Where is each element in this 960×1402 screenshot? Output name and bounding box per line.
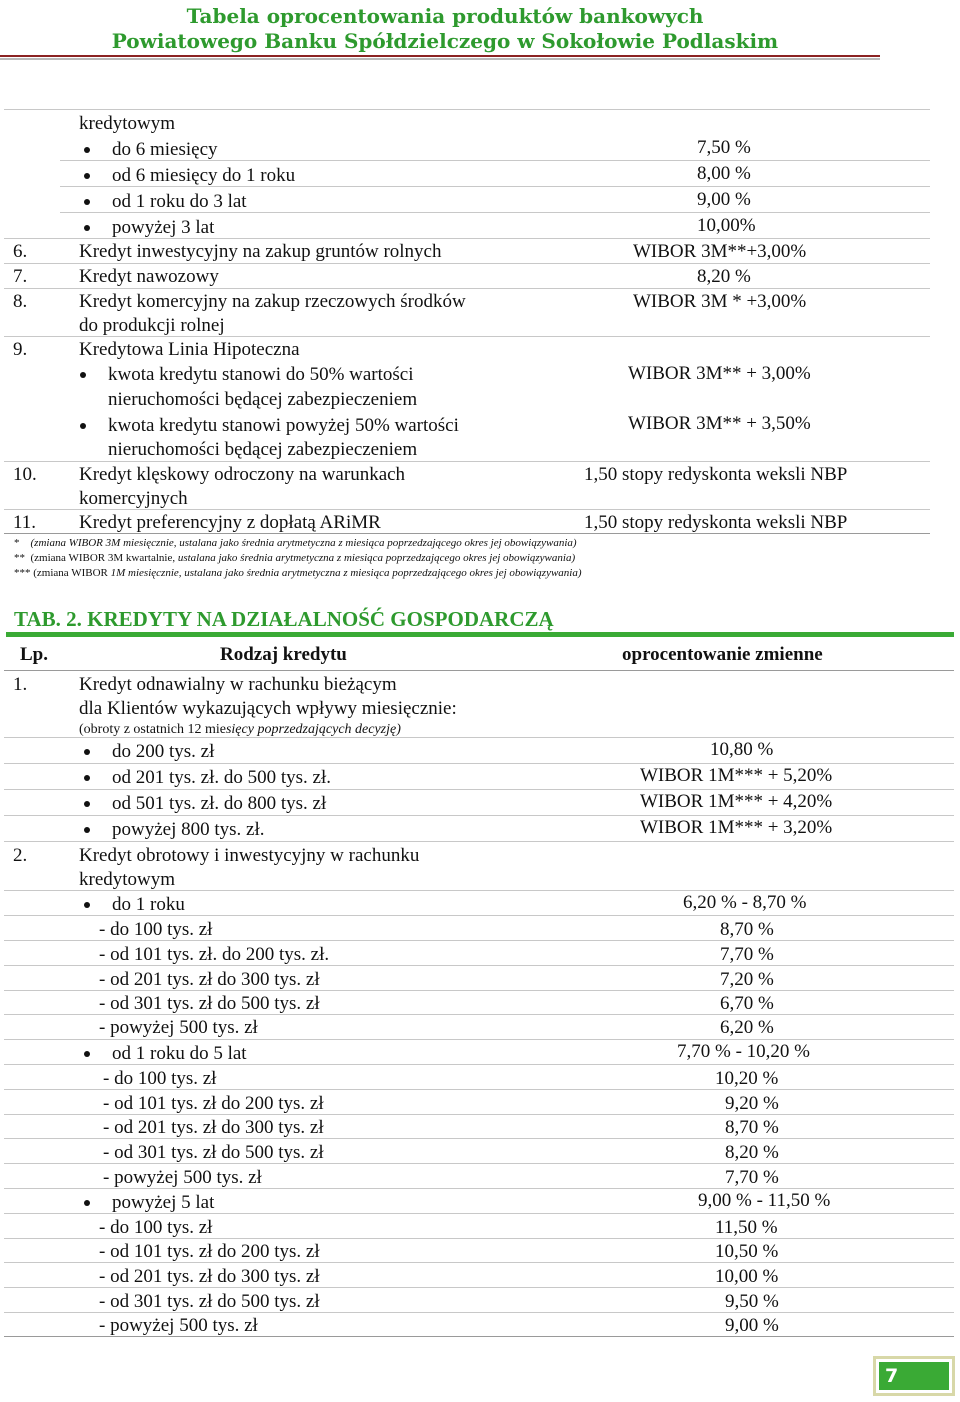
row-label: - od 301 tys. zł do 500 tys. zł xyxy=(99,1291,320,1312)
row-line xyxy=(4,1014,954,1015)
item-rate: WIBOR 3M**+3,00% xyxy=(633,241,807,262)
header-rule-shadow xyxy=(0,58,880,60)
bullet xyxy=(84,199,90,205)
group-rate: 7,70 % - 10,20 % xyxy=(677,1041,810,1062)
row-rate: 10,50 % xyxy=(715,1241,779,1262)
row-line xyxy=(60,160,930,161)
term-label: od 6 miesięcy do 1 roku xyxy=(112,165,296,186)
footnote-1: * (zmiana WIBOR 3M miesięcznie, ustalana jako średnia arytmetyczna z miesiąca poprzedzającego okres jej obowiązywania) xyxy=(14,537,577,549)
item-label-cont: kredytowym xyxy=(79,869,176,890)
term-label: do 6 miesięcy xyxy=(112,139,218,160)
row-line xyxy=(4,915,954,916)
row-rate: 10,20 % xyxy=(715,1068,779,1089)
row-label: - od 201 tys. zł do 300 tys. zł xyxy=(103,1117,324,1138)
bullet xyxy=(84,225,90,231)
row-label: powyżej 800 tys. zł. xyxy=(112,819,265,840)
row-line xyxy=(4,1138,954,1139)
sub-rate: WIBOR 3M** + 3,50% xyxy=(628,413,811,434)
row-line xyxy=(4,737,954,738)
row-label: - do 100 tys. zł xyxy=(99,1217,213,1238)
row-line xyxy=(4,1312,954,1313)
row-rate: 10,80 % xyxy=(710,739,774,760)
item-label: Kredyt nawozowy xyxy=(79,266,219,287)
row-label: - od 201 tys. zł do 300 tys. zł xyxy=(99,1266,320,1287)
item-number: 9. xyxy=(13,339,28,360)
footnote-2: ** (zmiana WIBOR 3M kwartalnie, ustalana jako średnia arytmetyczna z miesiąca poprzedzającego okres jej obowiązywania) xyxy=(14,552,576,564)
term-label: powyżej 3 lat xyxy=(112,217,215,238)
column-header-type: Rodzaj kredytu xyxy=(220,644,347,665)
bullet xyxy=(80,423,86,429)
term-rate: 8,00 % xyxy=(697,163,751,184)
row-label: - od 201 tys. zł do 300 tys. zł xyxy=(99,969,320,990)
row-line xyxy=(4,1238,954,1239)
item-number: 8. xyxy=(13,291,28,312)
item-label: Kredyt odnawialny w rachunku bieżącym xyxy=(79,674,397,695)
row-label: - od 101 tys. zł do 200 tys. zł xyxy=(99,1241,320,1262)
item-label: Kredyt preferencyjny z dopłatą ARiMR xyxy=(79,512,381,533)
group-rate: 6,20 % - 8,70 % xyxy=(683,892,807,913)
row-rate: 8,70 % xyxy=(725,1117,779,1138)
item-rate: 8,20 % xyxy=(697,266,751,287)
row-line xyxy=(60,186,930,187)
item-label: Kredytowa Linia Hipoteczna xyxy=(79,339,300,360)
row-line xyxy=(4,336,930,337)
row-line xyxy=(4,1213,954,1214)
row-line xyxy=(4,263,930,264)
item-number: 2. xyxy=(13,845,28,866)
term-rate: 9,00 % xyxy=(697,189,751,210)
item-label: Kredyt komercyjny na zakup rzeczowych środków xyxy=(79,291,466,312)
row-line xyxy=(60,212,930,213)
row-label: - od 101 tys. zł. do 200 tys. zł. xyxy=(99,944,330,965)
sub-label-cont: nieruchomości będącej zabezpieczeniem xyxy=(108,389,418,410)
group-label: od 1 roku do 5 lat xyxy=(112,1043,247,1064)
item-number: 1. xyxy=(13,674,28,695)
item-label: Kredyt inwestycyjny na zakup gruntów rolnych xyxy=(79,241,442,262)
row-rate: WIBOR 1M*** + 5,20% xyxy=(640,765,833,786)
row-line xyxy=(4,940,954,941)
item-number: 6. xyxy=(13,241,28,262)
footnote-3: *** (zmiana WIBOR 1M miesięcznie, ustalana jako średnia arytmetyczna z miesiąca poprzedzającego okres jej obowiązywania) xyxy=(14,567,582,579)
term-label: od 1 roku do 3 lat xyxy=(112,191,247,212)
row-line xyxy=(4,461,930,462)
row-rate: 6,20 % xyxy=(720,1017,774,1038)
row-rate: 11,50 % xyxy=(715,1217,778,1238)
item-label-cont: komercyjnych xyxy=(79,488,188,509)
row-line xyxy=(4,1089,954,1090)
row-line xyxy=(4,670,954,671)
row-rate: 9,50 % xyxy=(725,1291,779,1312)
row-rate: 6,70 % xyxy=(720,993,774,1014)
row-label: - do 100 tys. zł xyxy=(99,919,213,940)
column-header-rate: oprocentowanie zmienne xyxy=(622,644,823,665)
item-rate: 1,50 stopy redyskonta weksli NBP xyxy=(584,512,848,533)
item-rate: WIBOR 3M * +3,00% xyxy=(633,291,807,312)
bullet xyxy=(84,749,90,755)
row-line xyxy=(4,109,930,110)
item-number: 10. xyxy=(13,464,37,485)
row-line xyxy=(4,509,930,510)
row-rate: WIBOR 1M*** + 3,20% xyxy=(640,817,833,838)
item-label-cont: do produkcji rolnej xyxy=(79,315,225,336)
section-rule xyxy=(6,632,954,637)
bullet xyxy=(84,801,90,807)
group-label: do 1 roku xyxy=(112,894,185,915)
row-rate: 9,00 % xyxy=(725,1315,779,1336)
row-rate: 7,70 % xyxy=(720,944,774,965)
bullet xyxy=(84,827,90,833)
row-rate: 7,20 % xyxy=(720,969,774,990)
item-number: 7. xyxy=(13,266,28,287)
item-label: Kredyt obrotowy i inwestycyjny w rachunku xyxy=(79,845,420,866)
item-rate: 1,50 stopy redyskonta weksli NBP xyxy=(584,464,848,485)
row-label: - powyżej 500 tys. zł xyxy=(103,1167,262,1188)
header-title-line1: Tabela oprocentowania produktów bankowych xyxy=(186,4,704,28)
section-title: TAB. 2. KREDYTY NA DZIAŁALNOŚĆ GOSPODARCZĄ xyxy=(14,607,554,631)
group-label: powyżej 5 lat xyxy=(112,1192,215,1213)
row-line xyxy=(4,238,930,239)
row-label: - powyżej 500 tys. zł xyxy=(99,1315,258,1336)
row-rate: WIBOR 1M*** + 4,20% xyxy=(640,791,833,812)
bullet xyxy=(84,173,90,179)
row-label: - od 301 tys. zł do 500 tys. zł xyxy=(103,1142,324,1163)
item-label-cont: dla Klientów wykazujących wpływy miesięcznie: xyxy=(79,698,457,719)
continued-label: kredytowym xyxy=(79,113,176,134)
row-line xyxy=(4,1336,954,1337)
row-label: od 201 tys. zł. do 500 tys. zł. xyxy=(112,767,332,788)
row-line xyxy=(4,890,954,891)
bullet xyxy=(84,902,90,908)
row-rate: 10,00 % xyxy=(715,1266,779,1287)
term-rate: 7,50 % xyxy=(697,137,751,158)
sub-label: kwota kredytu stanowi powyżej 50% wartości xyxy=(108,415,459,436)
bullet xyxy=(84,147,90,153)
row-label: - do 100 tys. zł xyxy=(103,1068,217,1089)
row-line xyxy=(4,1262,954,1263)
bullet xyxy=(84,1051,90,1057)
row-line xyxy=(4,965,954,966)
item-label: Kredyt klęskowy odroczony na warunkach xyxy=(79,464,406,485)
header-title-line2: Powiatowego Banku Spółdzielczego w Sokołowie Podlaskim xyxy=(111,29,779,53)
row-label: do 200 tys. zł xyxy=(112,741,215,762)
sub-label: kwota kredytu stanowi do 50% wartości xyxy=(108,364,414,385)
item-number: 11. xyxy=(13,512,37,533)
row-label: od 501 tys. zł. do 800 tys. zł xyxy=(112,793,327,814)
row-line xyxy=(4,1287,954,1288)
row-line xyxy=(4,533,930,534)
header-rule xyxy=(0,55,880,57)
row-line xyxy=(4,841,954,842)
row-rate: 8,20 % xyxy=(725,1142,779,1163)
bullet xyxy=(80,372,86,378)
bullet xyxy=(84,1200,90,1206)
row-line xyxy=(4,1114,954,1115)
row-line xyxy=(4,990,954,991)
item-note: (obroty z ostatnich 12 miesięcy poprzedzających decyzję) xyxy=(79,722,401,737)
page-number-box xyxy=(873,1356,955,1396)
sub-label-cont: nieruchomości będącej zabezpieczeniem xyxy=(108,439,418,460)
page-number: 7 xyxy=(879,1362,949,1390)
row-label: - od 301 tys. zł do 500 tys. zł xyxy=(99,993,320,1014)
group-rate: 9,00 % - 11,50 % xyxy=(698,1190,831,1211)
row-label: - powyżej 500 tys. zł xyxy=(99,1017,258,1038)
bullet xyxy=(84,775,90,781)
row-line xyxy=(4,1064,954,1065)
column-header-lp: Lp. xyxy=(20,644,48,665)
row-rate: 7,70 % xyxy=(725,1167,779,1188)
row-rate: 9,20 % xyxy=(725,1093,779,1114)
sub-rate: WIBOR 3M** + 3,00% xyxy=(628,363,811,384)
row-line xyxy=(4,1039,954,1040)
row-label: - od 101 tys. zł do 200 tys. zł xyxy=(103,1093,324,1114)
term-rate: 10,00% xyxy=(697,215,756,236)
row-line xyxy=(4,288,930,289)
row-line xyxy=(4,1163,954,1164)
row-rate: 8,70 % xyxy=(720,919,774,940)
